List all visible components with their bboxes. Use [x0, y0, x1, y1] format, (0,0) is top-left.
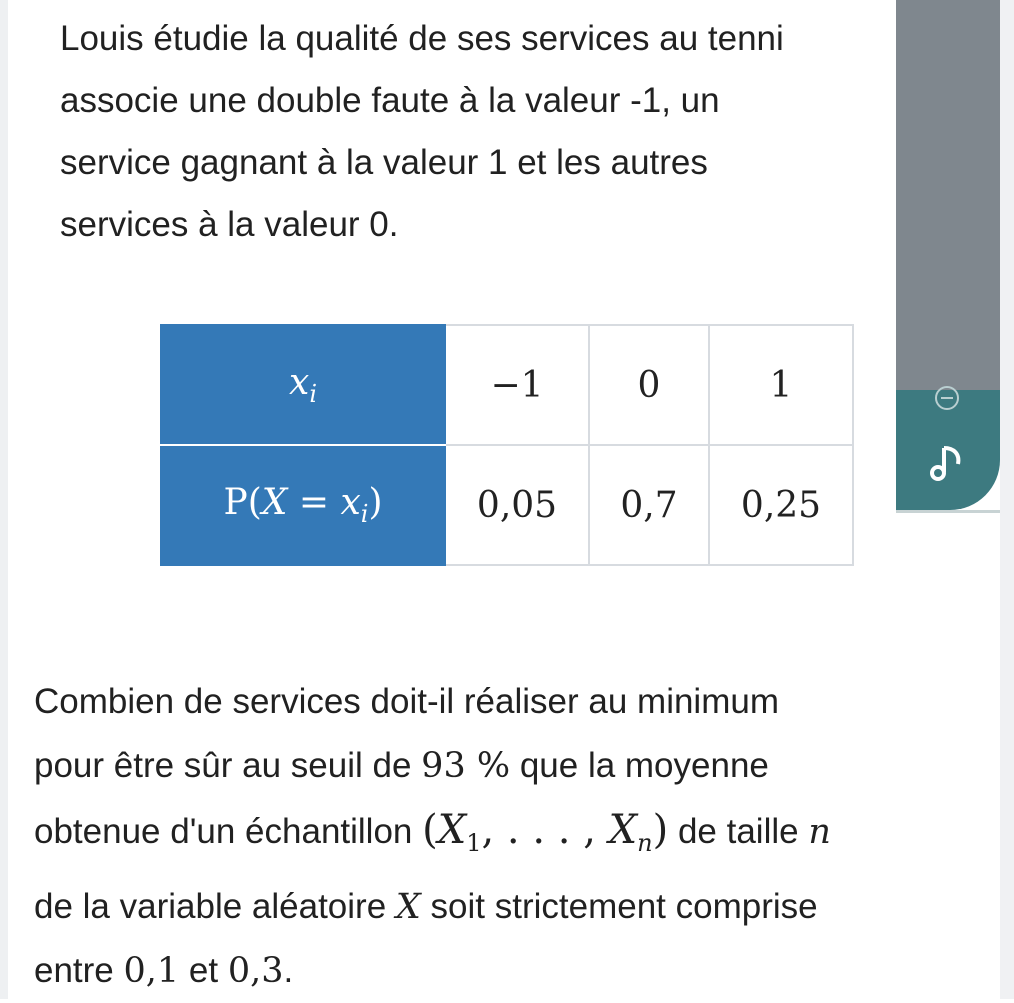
table-cell: 0 [589, 325, 709, 445]
probability-table [160, 324, 854, 566]
question-paragraph [34, 670, 994, 1003]
table-cell: 0,7 [589, 445, 709, 565]
side-accent-edge [896, 510, 1000, 513]
intro-line: service gagnant à la valeur 1 et les autres [60, 143, 708, 182]
question-line: de la variable aléatoire X soit strictement comprise [34, 887, 818, 927]
left-edge [0, 0, 8, 999]
minus-circle-icon[interactable] [934, 385, 960, 411]
table-row [161, 445, 853, 565]
question-line: entre 0,1 et 0,3. [34, 951, 294, 991]
question-line: pour être sûr au seuil de 93 % que la moyenne [34, 746, 769, 786]
question-line: Combien de services doit-il réaliser au minimum [34, 682, 779, 721]
table-cell: 0,05 [445, 445, 589, 565]
table-cell: −1 [445, 325, 589, 445]
question-line: obtenue d'un échantillon ($X_1$, . . . , $X_n$) de taille n [34, 807, 831, 857]
intro-line: Louis étudie la qualité de ses services au tenni [60, 19, 784, 58]
table-cell: 0,25 [709, 445, 853, 565]
table-cell: 1 [709, 325, 853, 445]
row-header-probability: $P(X = x_i)$ [161, 445, 445, 565]
intro-paragraph [60, 8, 900, 256]
music-note-icon[interactable] [926, 440, 972, 486]
scrollbar-track[interactable] [1000, 0, 1014, 999]
side-panel [896, 0, 1000, 390]
intro-line: services à la valeur 0. [60, 205, 399, 244]
row-header-xi: $x_i$ [161, 325, 445, 445]
intro-line: associe une double faute à la valeur -1, un [60, 81, 720, 120]
table-row [161, 325, 853, 445]
